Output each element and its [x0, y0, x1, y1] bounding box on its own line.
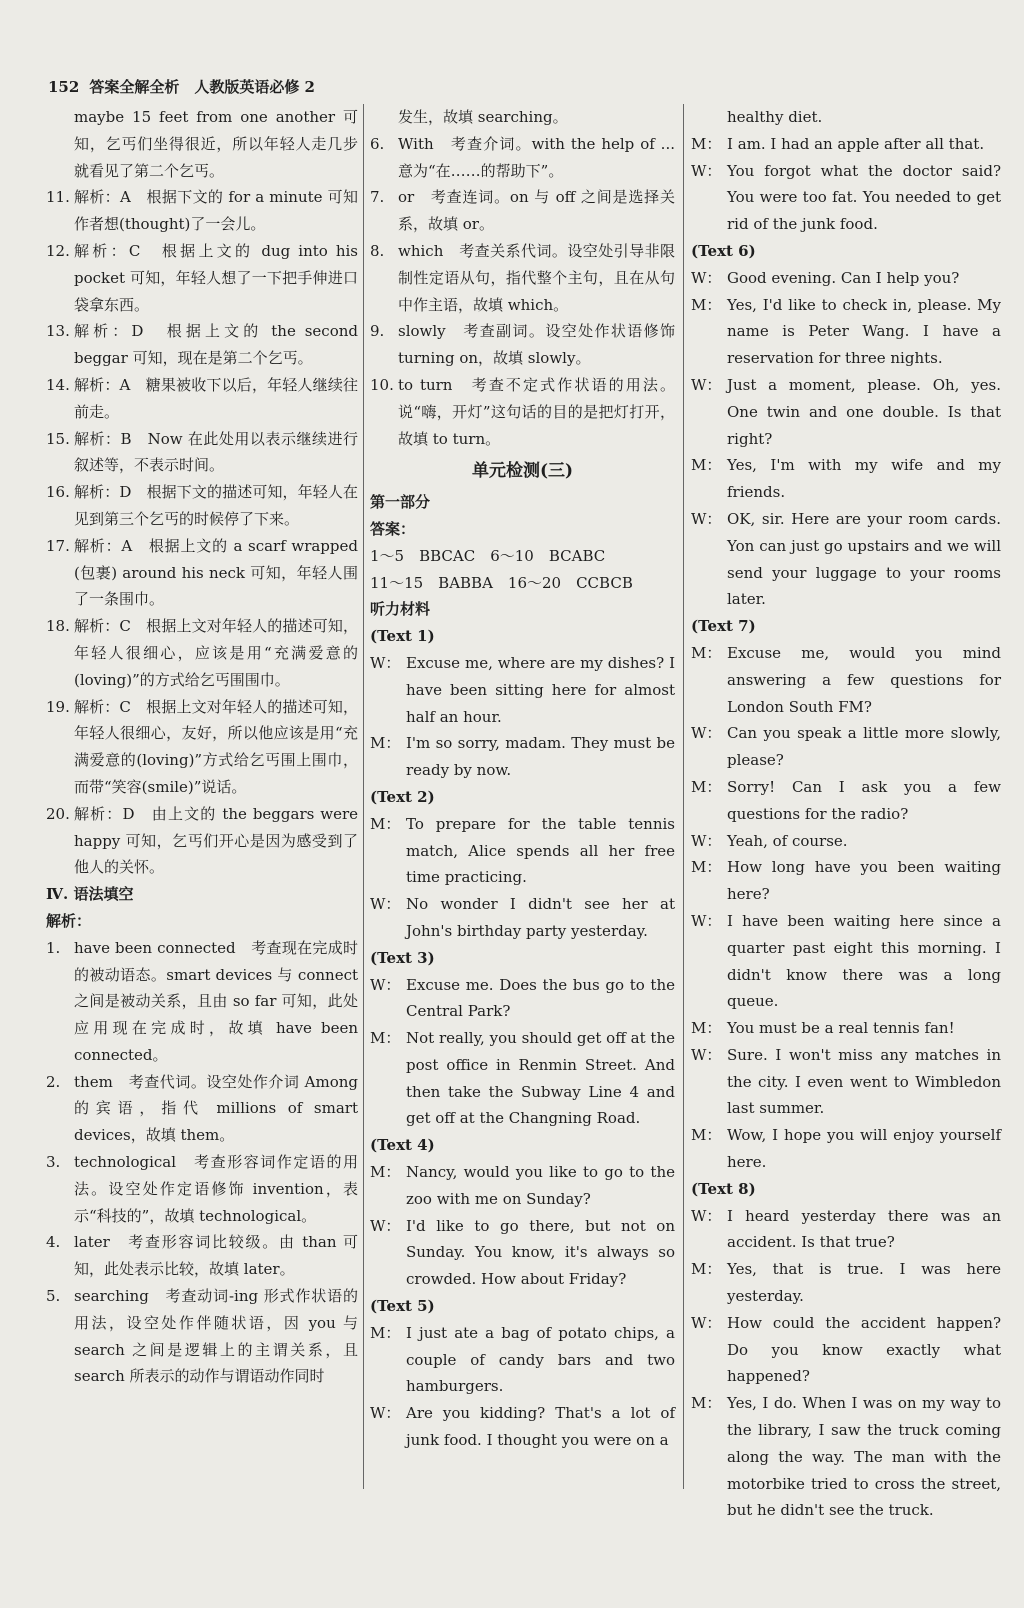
section-title-grammar: Ⅳ. 语法填空: [46, 885, 134, 904]
answer-item-11: 11. 解析：A 根据下文的 for a minute 可知作者想(thought)了一会儿。: [46, 188, 358, 234]
dialogue-line: M： I just ate a bag of potato chips, a couple of candy bars and two hamburgers.: [370, 1323, 675, 1396]
grammar-item-5: 5. searching 考查动词-ing 形式作状语的用法，设空处作伴随状语，因 you 与 search 之间是逻辑上的主谓关系，且 search 所表示的动作与谓语动作同时: [46, 1287, 358, 1386]
answer-item-15: 15. 解析：B Now 在此处用以表示继续进行叙述等，不表示时间。: [46, 429, 358, 475]
answer-label: 答案：: [370, 519, 416, 538]
dialogue-line: M： How long have you been waiting here?: [691, 858, 1001, 904]
grammar-item-9: 9. slowly 考查副词。设空处作状语修饰 turning on，故填 slowly。: [370, 322, 675, 368]
dialogue-line: W： I have been waiting here since a quarter past eight this morning. I didn't know there was a long queue.: [691, 911, 1001, 1011]
dialogue-line: M： Yes, I do. When I was on my way to the library, I saw the truck coming along the way. The man with the motorbike tried to cross the street, but he didn't see the truck.: [691, 1394, 1001, 1520]
dialogue-line: M： You must be a real tennis fan!: [691, 1019, 955, 1038]
part-one-heading: 第一部分: [370, 493, 431, 512]
answer-item-14: 14. 解析：A 糖果被收下以后，年轻人继续往前走。: [46, 375, 358, 421]
column-divider: [363, 104, 364, 1489]
dialogue-line: W： How could the accident happen? Do you know exactly what happened?: [691, 1313, 1001, 1386]
dialogue-line: W： Are you kidding? That's a lot of junk food. I thought you were on a: [370, 1404, 675, 1450]
dialogue-line: W： Sure. I won't miss any matches in the city. I even went to Wimbledon last summer.: [691, 1045, 1001, 1118]
dialogue-line: M： Nancy, would you like to go to the zoo with me on Sunday?: [370, 1163, 675, 1208]
text-label: (Text 3): [370, 948, 435, 967]
dialogue-line: W： Excuse me, where are my dishes? I have been sitting here for almost half an hour.: [370, 653, 675, 726]
dialogue-line: M： Yes, I'd like to check in, please. My name is Peter Wang. I have a reservation for three nights.: [691, 295, 1001, 368]
column-divider: [683, 104, 684, 1489]
answer-item-12: 12. 解析：C 根据上文的 dug into his pocket 可知，年轻人想了一下把手伸进口袋拿东西。: [46, 241, 358, 314]
listening-material-heading: 听力材料: [370, 600, 431, 619]
text-label: (Text 1): [370, 627, 435, 646]
answer-item-13: 13. 解析：D 根据上文的 the second beggar 可知，现在是第二个乞丐。: [46, 322, 358, 368]
dialogue-line: M： Sorry! Can I ask you a few questions for the radio?: [691, 777, 1001, 823]
dialogue-line: M： Yes, that is true. I was here yesterday.: [691, 1260, 1001, 1306]
dialogue-line: W： OK, sir. Here are your room cards. Yon can just go upstairs and we will send your luggage to your rooms later.: [691, 509, 1001, 609]
continued-explanation: maybe 15 feet from one another 可知，乞丐们坐得很近，所以年轻人走几步就看见了第二个乞丐。: [74, 108, 358, 180]
answer-key-line: 11～15 BABBA 16～20 CCBCB: [370, 573, 633, 592]
grammar-item-8: 8. which 考查关系代词。设空处引导非限制性定语从句，指代整个主句，且在从句中作主语，故填 which。: [370, 241, 675, 314]
column-right: [691, 104, 1001, 1524]
dialogue-line: W： Good evening. Can I help you?: [691, 268, 960, 287]
grammar-item-4: 4. later 考查形容词比较级。由 than 可知，此处表示比较，故填 later。: [46, 1233, 358, 1279]
column-left: [46, 104, 358, 1390]
dialogue-line: W： Excuse me. Does the bus go to the Central Park?: [370, 975, 675, 1021]
page-number: 152: [48, 78, 80, 96]
text-label: (Text 7): [691, 617, 756, 636]
text-label: (Text 8): [691, 1179, 756, 1198]
dialogue-line: W： Just a moment, please. Oh, yes. One twin and one double. Is that right?: [691, 375, 1001, 448]
dialogue-line: M： I am. I had an apple after all that.: [691, 134, 985, 153]
dialogue-line: M： Not really, you should get off at the post office in Renmin Street. And then take the Subway Line 4 and get off at the Changning Road.: [370, 1029, 675, 1128]
answer-item-19: 19. 解析：C 根据上文对年轻人的描述可知，年轻人很细心，友好，所以他应该是用“充满爱意的(loving)”方式给乞丐围上围巾，而带“笑容(smile)”说话。: [46, 697, 358, 796]
dialogue-line: W： Yeah, of course.: [691, 831, 848, 850]
grammar-item-3: 3. technological 考查形容词作定语的用法。设空处作定语修饰 invention，表示“科技的”，故填 technological。: [46, 1153, 358, 1225]
dialogue-line: M： To prepare for the table tennis match, Alice spends all her free time practicing.: [370, 814, 675, 887]
grammar-item-1: 1. have been connected 考查现在完成时的被动语态。smart devices 与 connect 之间是被动关系，且由 so far 可知，此处应用现在完成时，故填 have been connected。: [46, 938, 358, 1064]
continued-explanation: 发生，故填 searching。: [398, 108, 568, 126]
grammar-item-7: 7. or 考查连词。on 与 off 之间是选择关系，故填 or。: [370, 188, 675, 234]
dialogue-continuation: healthy diet.: [727, 108, 823, 126]
dialogue-line: M： Wow, I hope you will enjoy yourself here.: [691, 1126, 1001, 1172]
text-label: (Text 4): [370, 1136, 435, 1155]
dialogue-line: W： I'd like to go there, but not on Sunday. You know, it's always so crowded. How about Friday?: [370, 1216, 675, 1289]
unit-test-title: 单元检测(三): [471, 461, 574, 482]
analysis-label: 解析：: [46, 911, 92, 930]
answer-item-16: 16. 解析：D 根据下文的描述可知，年轻人在见到第三个乞丐的时候停了下来。: [46, 483, 358, 528]
dialogue-line: M： I'm so sorry, madam. They must be ready by now.: [370, 734, 675, 780]
text-label: (Text 5): [370, 1297, 435, 1316]
grammar-item-10: 10. to turn 考查不定式作状语的用法。说“嗨，开灯”这句话的目的是把灯打开，故填 to turn。: [370, 375, 675, 448]
answer-item-17: 17. 解析：A 根据上文的 a scarf wrapped (包裹) around his neck 可知，年轻人围了一条围巾。: [46, 536, 358, 609]
answer-key-line: 1～5 BBCAC 6～10 BCABC: [370, 546, 606, 565]
dialogue-line: M： Excuse me, would you mind answering a few questions for London South FM?: [691, 643, 1001, 716]
dialogue-line: W： Can you speak a little more slowly, please?: [691, 724, 1001, 770]
text-label: (Text 6): [691, 241, 756, 260]
answer-item-18: 18. 解析：C 根据上文对年轻人的描述可知，年轻人很细心，应该是用“充满爱意的(loving)”的方式给乞丐围围巾。: [46, 617, 358, 689]
book-title: 答案全解全析 人教版英语必修 2: [89, 78, 315, 96]
dialogue-line: W： I heard yesterday there was an accident. Is that true?: [691, 1206, 1001, 1252]
grammar-item-6: 6. With 考查介词。with the help of ... 意为“在……的帮助下”。: [370, 134, 675, 180]
page-header: [48, 76, 315, 98]
text-label: (Text 2): [370, 787, 435, 806]
grammar-item-2: 2. them 考查代词。设空处作介词 Among 的宾语，指代 millions of smart devices，故填 them。: [46, 1072, 358, 1145]
dialogue-line: M： Yes, I'm with my wife and my friends.: [691, 456, 1001, 502]
dialogue-line: W： No wonder I didn't see her at John's birthday party yesterday.: [370, 895, 675, 940]
dialogue-line: W： You forgot what the doctor said? You were too fat. You needed to get rid of the junk food.: [691, 161, 1001, 234]
answer-item-20: 20. 解析：D 由上文的 the beggars were happy 可知，乞丐们开心是因为感受到了他人的关怀。: [46, 804, 358, 877]
column-middle: [370, 104, 675, 1454]
